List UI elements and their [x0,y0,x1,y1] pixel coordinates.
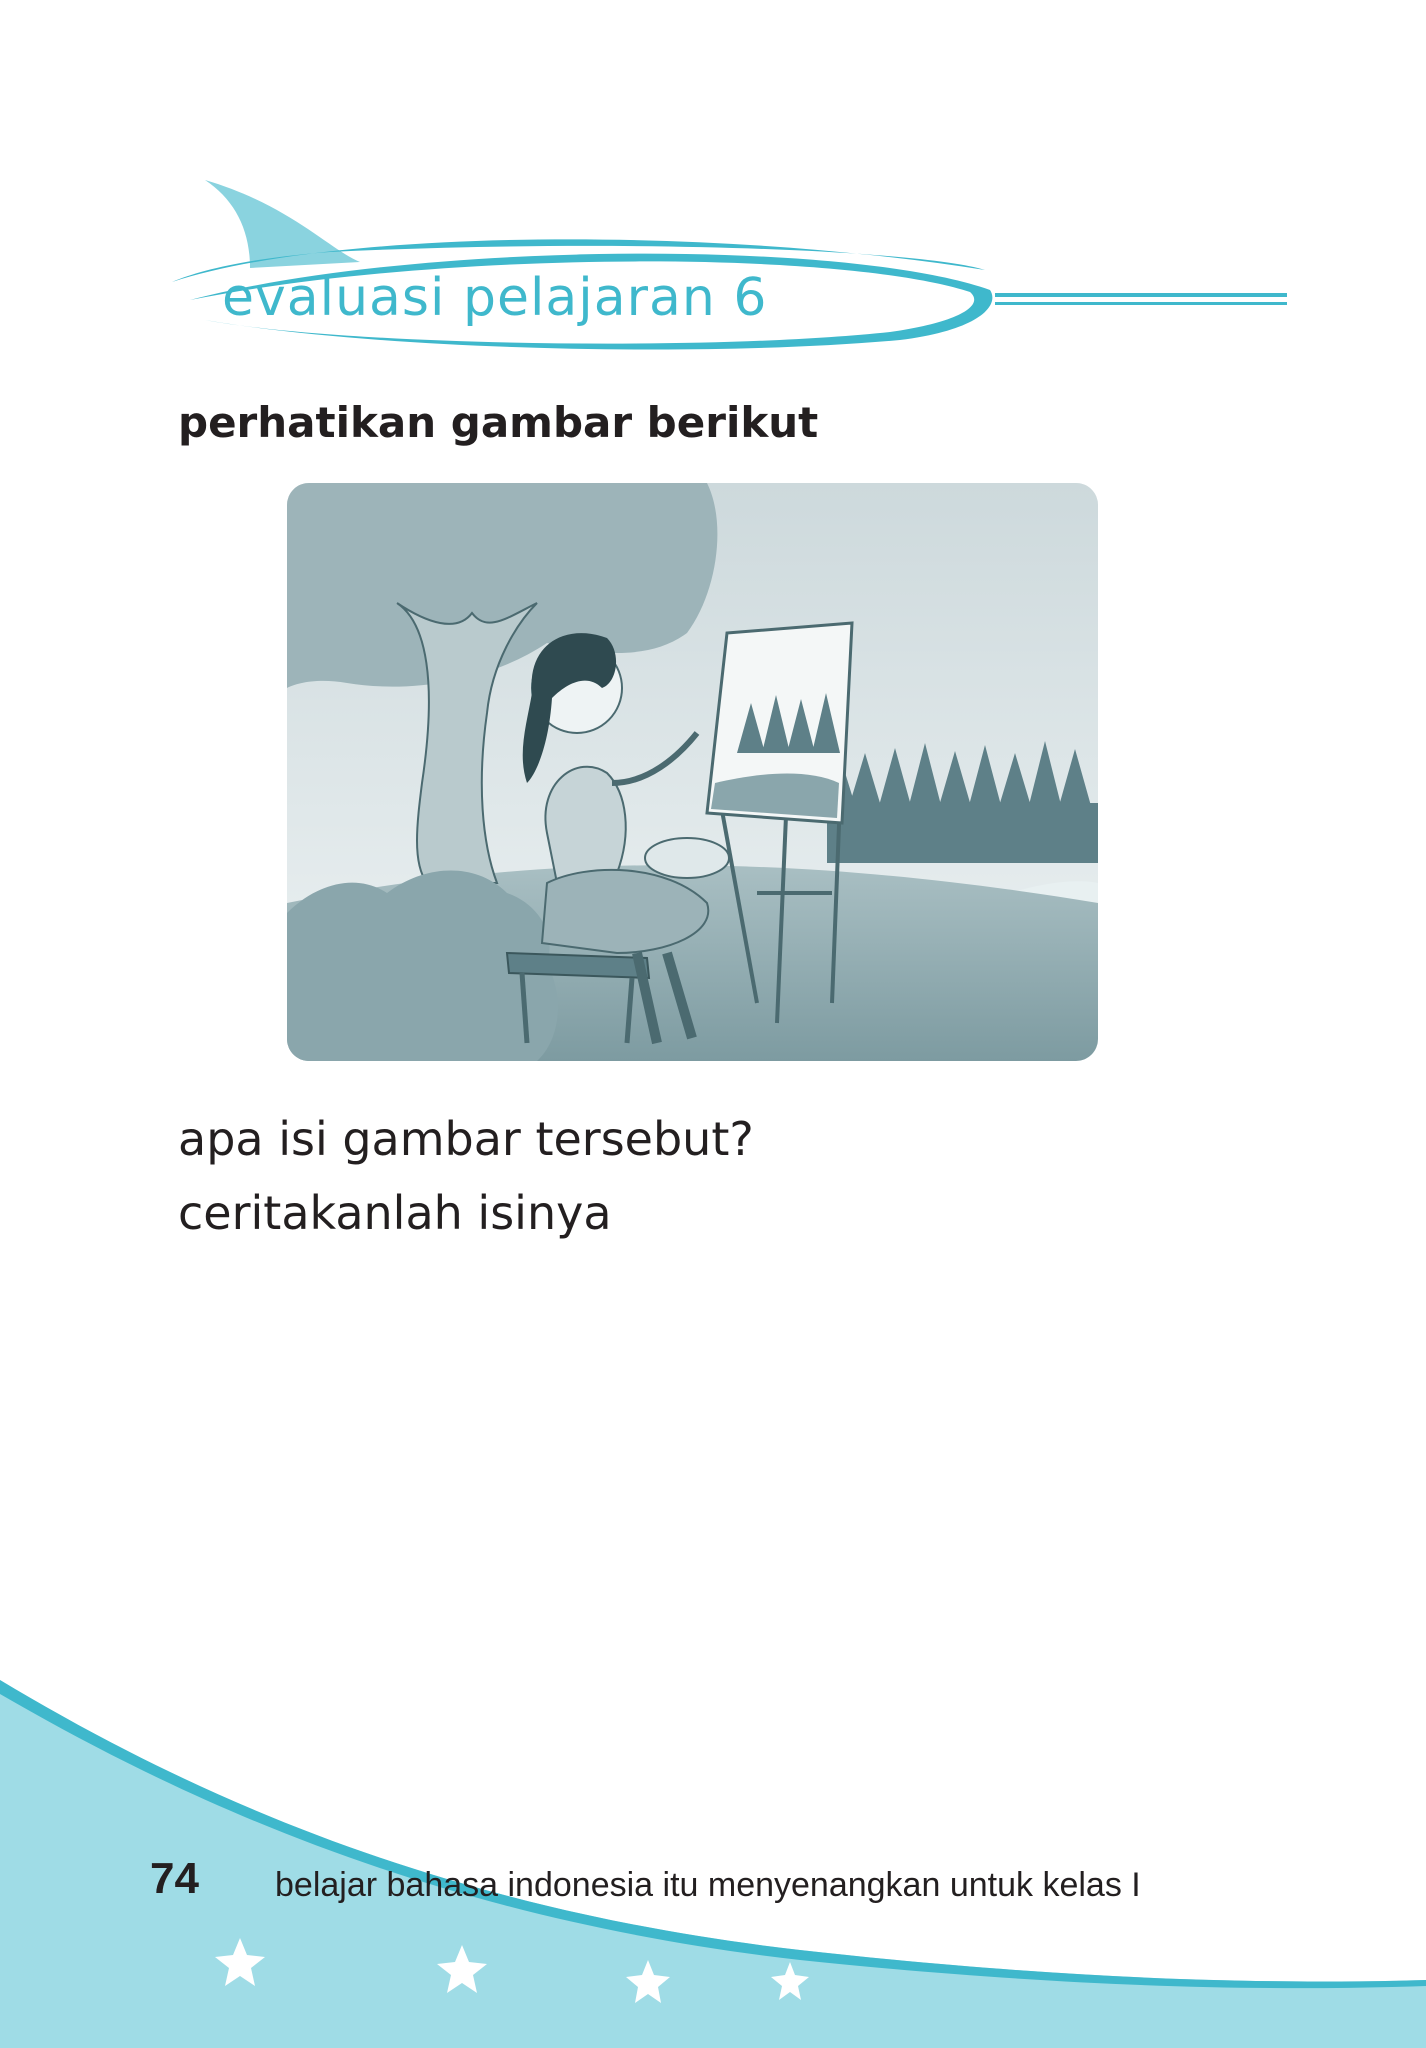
footer-wave-fill [0,1680,1426,2048]
header-banner [0,0,1426,400]
paint-palette [645,838,729,878]
question-1: apa isi gambar tersebut? [178,1112,754,1166]
instruction-text: perhatikan gambar berikut [178,398,819,447]
book-title: belajar bahasa indonesia itu menyenangkan untuk kelas I [275,1866,1141,1904]
easel-canvas [707,623,852,823]
girl-painting-landscape-illustration [287,483,1098,1061]
banner-line-top [995,293,1287,297]
footer-wave [0,1680,1426,2048]
page-number: 74 [150,1854,199,1903]
section-title: evaluasi pelajaran 6 [222,268,768,328]
question-2: ceritakanlah isinya [178,1186,612,1240]
banner-line-bottom [995,302,1287,305]
banner-tail-swoosh [205,180,360,268]
painting-illustration [287,483,1098,1061]
